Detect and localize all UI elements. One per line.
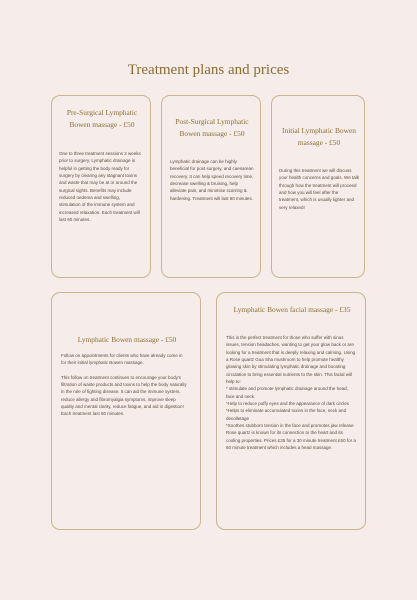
card-paragraph: One to three treatment sessions 2 weeks prior to surgery. Lymphatic drainage is helpful in getting the body ready for surgery by clearing any stagnant toxins and waste that may be at or around the surgical sights. Benefits may include reduced oedema and swelling, stimulation of the immune system and increased relaxation. Each treatment will last 60 minutes. (59, 151, 141, 223)
card-paragraph: This is the perfect treatment for those who suffer with sinus issues, tension headaches, wanting to get your glow back or are looking for a treatment that is deeply relaxing and calming. Using a Rose quartz Gua Sha mushroom to help promote healthy glowing skin by stimulating lymphatic drainage and boosting circulation to bring essential nutrients to the skin. This facial will help to: (226, 335, 356, 385)
card-bullet: *Help to reduce puffy eyes and the appearance of dark circles (226, 401, 349, 407)
card-paragraph: This follow on treatment continues to encourage your body's filtration of waste products and toxins to help the body naturally in the role of fighting disease. It can aid the immune system, reduce allergy and fibromyalgia symptoms, improve sleep quality and mental clarity, reduce fatigue, and aid in digestion! Each treatment last 60 minutes. (61, 374, 187, 417)
card-description (226, 334, 356, 452)
card-title: Lymphatic Bowen massage - £50 (77, 335, 177, 344)
card-title: Initial Lymphatic Bowen massage - £50 (282, 126, 356, 147)
card-paragraph: Rose quartz is known for its connection to the heart and its cooling properties. Prices £35 for a 30 minute treatment £50 for a 60 minute treatment which includes a head massage. (226, 430, 356, 451)
card-bullet: *Soothes stubborn tension in the face and promotes jaw release (226, 423, 354, 429)
page-title: Treatment plans and prices (127, 62, 290, 78)
post-surgical-card (161, 95, 261, 278)
card-title: Post-Surgical Lymphatic Bowen massage - £50 (175, 117, 249, 138)
facial-card (216, 292, 366, 530)
card-paragraph: Follow on appointments for clients who have already come in for their initial lymphatic Bowen massage. (61, 353, 183, 366)
card-bullet: *Helps to eliminate accumulated toxins in the face, neck and decolletage (226, 408, 347, 421)
card-title: Pre-Surgical Lymphatic Bowen massage - £50 (66, 108, 138, 129)
pre-surgical-card (51, 95, 151, 278)
card-description (170, 158, 254, 202)
card-description (59, 150, 141, 223)
card-paragraph: Lymphatic drainage can be highly beneficial for post surgery, and caesarean recovery. It can help speed recovery time, decrease swelling & bruising, help alleviate pain, and minimise scarring & hardening. Treatment will last 60 minutes. (170, 159, 254, 201)
card-paragraph: During this treatment we will discuss your health concerns and goals. We talk through how the treatment will proceed and how you will feel after the treatment, which is usually lighter and very relaxed! (279, 168, 359, 210)
follow-on-card (51, 292, 201, 530)
card-bullet: * stimulate and promote lymphatic drainage around the head, face and neck. (226, 386, 348, 399)
initial-card (271, 95, 365, 278)
card-description (279, 167, 359, 211)
card-description (61, 352, 189, 418)
card-title: Lymphatic Bowen facial massage - £35 (233, 305, 351, 314)
